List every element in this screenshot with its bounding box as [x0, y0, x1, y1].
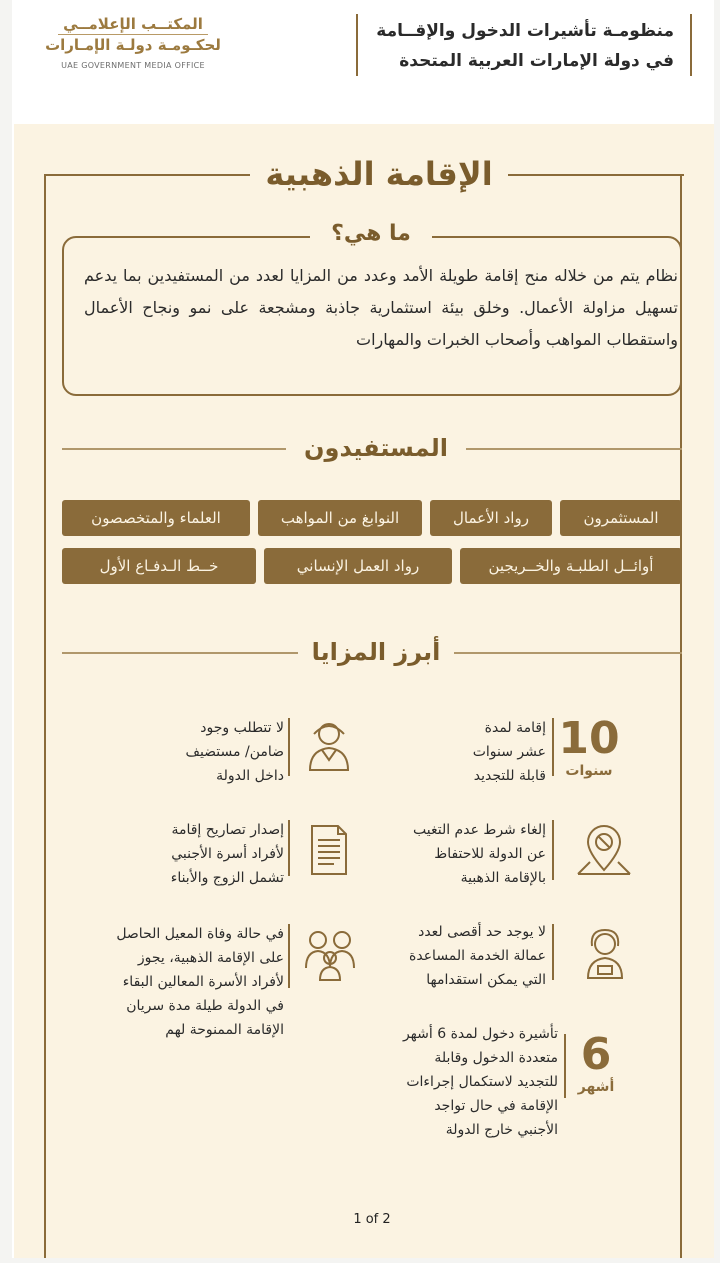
benefit-number: 10	[558, 713, 620, 764]
person-icon	[304, 716, 354, 776]
header-title-line1: منظومـة تأشيرات الدخول والإقــامة	[376, 21, 674, 41]
benefit-line: متعددة الدخول وقابلة	[434, 1050, 558, 1066]
benefit-text	[354, 1022, 558, 1142]
benefit-text	[358, 920, 546, 992]
benefit-line: لا تتطلب وجود	[200, 720, 284, 736]
media-office-logo	[38, 14, 228, 70]
benefit-text	[364, 818, 546, 890]
benefit-unit: أشهر	[577, 1079, 615, 1095]
benefit-line: التي يمكن استقدامها	[426, 972, 546, 988]
what-is-heading: ما هي؟	[310, 214, 432, 254]
frame-top-line	[44, 174, 250, 176]
benefit-line: الإقامة في حال تواجد	[434, 1098, 558, 1114]
benefit-line: تأشيرة دخول لمدة 6 أشهر	[402, 1026, 558, 1042]
benefit-line: ضامن/ مستضيف	[185, 744, 284, 760]
benefit-line: على الإقامة الذهبية، يجوز	[137, 950, 284, 966]
benefit-line: عن الدولة للاحتفاظ	[434, 846, 546, 862]
benefit-text	[64, 922, 284, 1042]
benefit-line: عشر سنوات	[472, 744, 546, 760]
header-divider	[356, 14, 358, 76]
benefit-line: إصدار تصاريح إقامة	[171, 822, 284, 838]
beneficiary-chip: العلماء والمتخصصون	[62, 500, 250, 536]
benefit-6-months	[570, 1029, 622, 1096]
family-icon	[302, 924, 358, 984]
location-pin-icon	[574, 820, 634, 880]
header-divider	[690, 14, 692, 76]
benefit-line: للتجديد لاستكمال إجراءات	[406, 1074, 558, 1090]
benefit-line: داخل الدولة	[216, 768, 284, 784]
benefit-text	[110, 818, 284, 890]
benefit-line: لأفراد أسرة الأجنبي	[171, 846, 284, 862]
benefit-line: الإقامة الممنوحة لهم	[165, 1022, 284, 1038]
infographic-title: الإقامة الذهبية	[265, 155, 493, 193]
golden-residence-infographic	[14, 124, 714, 1258]
benefit-divider	[564, 1034, 566, 1098]
section-divider	[466, 448, 682, 450]
benefit-line: لأفراد الأسرة المعالين البقاء	[122, 974, 284, 990]
beneficiary-chip: رواد العمل الإنساني	[264, 548, 452, 584]
domestic-worker-icon	[580, 924, 630, 984]
benefit-divider	[552, 820, 554, 880]
benefit-divider	[288, 924, 290, 988]
benefit-unit: سنوات	[565, 763, 613, 779]
benefit-text	[134, 716, 284, 788]
benefit-line: الأجنبي خارج الدولة	[445, 1122, 558, 1138]
benefit-divider	[288, 718, 290, 776]
document-icon	[304, 820, 354, 880]
document-page	[12, 0, 714, 1258]
beneficiary-chip: أوائــل الطلبـة والخــريجين	[460, 548, 682, 584]
header-title	[374, 16, 674, 76]
benefit-text	[414, 716, 546, 788]
benefit-line: عمالة الخدمة المساعدة	[409, 948, 546, 964]
header-title-line2: في دولة الإمارات العربية المتحدة	[399, 51, 674, 71]
benefit-10-years	[554, 713, 624, 780]
benefit-line: لا يوجد حد أقصى لعدد	[418, 924, 546, 940]
what-is-text: نظام يتم من خلاله منح إقامة طويلة الأمد وعدد من المزايا لعدد من المستفيدين بما يدعم تسهيل مزاولة الأعمال. وخلق بيئة استثمارية جاذبة ومشجعة على نمو ونجاح الأعمال واستقطاب المواهب وأصحاب الخبرات والمهارات	[84, 266, 678, 349]
benefit-line: إقامة لمدة	[484, 720, 546, 736]
benefit-divider	[288, 820, 290, 876]
benefit-line: في حالة وفاة المعيل الحاصل	[116, 926, 284, 942]
logo-line3: UAE GOVERNMENT MEDIA OFFICE	[61, 61, 205, 70]
page-indicator: 1 of 2	[353, 1212, 391, 1227]
benefit-line: قابلة للتجديد	[473, 768, 546, 784]
benefits-heading: أبرز المزايا	[311, 638, 441, 666]
beneficiary-chip: النوابغ من المواهب	[258, 500, 422, 536]
benefit-line: في الدولة طيلة مدة سريان	[126, 998, 284, 1014]
beneficiary-chip: خــط الـدفـاع الأول	[62, 548, 256, 584]
section-divider	[454, 652, 682, 654]
benefit-line: تشمل الزوج والأبناء	[170, 870, 284, 886]
benefit-divider	[552, 924, 554, 980]
section-divider	[62, 448, 286, 450]
frame-top-line	[508, 174, 684, 176]
section-divider	[62, 652, 298, 654]
beneficiaries-heading: المستفيدون	[304, 434, 448, 462]
document-header	[12, 0, 714, 120]
benefit-divider	[552, 718, 554, 776]
beneficiary-chip: رواد الأعمال	[430, 500, 552, 536]
logo-line1: المكتــب الإعلامــي	[58, 14, 208, 35]
benefit-line: بالإقامة الذهبية	[460, 870, 546, 886]
logo-line2: لحكـومـة دولـة الإمـارات	[45, 36, 221, 54]
beneficiary-chip: المستثمرون	[560, 500, 682, 536]
benefit-line: إلغاء شرط عدم التغيب	[413, 822, 546, 838]
benefit-number: 6	[580, 1029, 612, 1080]
